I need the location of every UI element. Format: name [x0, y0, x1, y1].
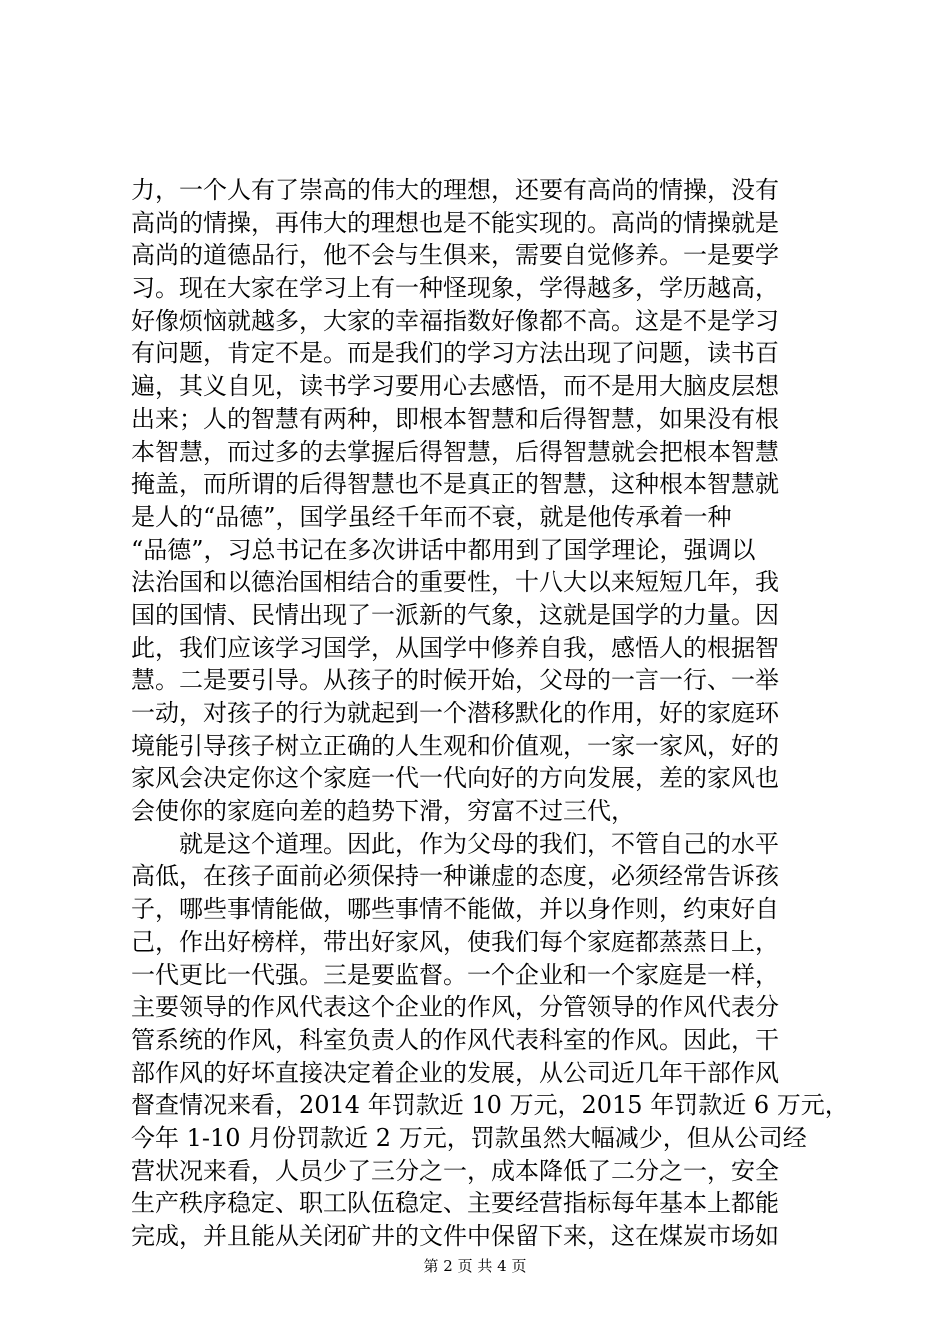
text-line: 营状况来看，人员少了三分之一，成本降低了二分之一，安全: [131, 1156, 779, 1185]
text-line: 子，哪些事情能做，哪些事情不能做，并以身作则，约束好自: [131, 895, 779, 924]
text-line: 高低，在孩子面前必须保持一种谦虚的态度，必须经常告诉孩: [131, 862, 779, 891]
text-line: 部作风的好坏直接决定着企业的发展，从公司近几年干部作风: [131, 1058, 779, 1087]
text-line: 生产秩序稳定、职工队伍稳定、主要经营指标每年基本上都能: [131, 1189, 779, 1218]
text-line: 一代更比一代强。三是要监督。一个企业和一个家庭是一样，: [131, 960, 779, 989]
text-line: 主要领导的作风代表这个企业的作风，分管领导的作风代表分: [131, 993, 779, 1022]
body-text: [131, 174, 849, 1253]
text-line: 遍，其义自见，读书学习要用心去感悟，而不是用大脑皮层想: [131, 372, 779, 401]
page-footer: 第 2 页 共 4 页: [423, 1257, 527, 1275]
text-line: 就是这个道理。因此，作为父母的我们，不管自己的水平: [131, 829, 779, 858]
text-line: 习。现在大家在学习上有一种怪现象，学得越多，学历越高，: [131, 274, 779, 303]
text-line: 掩盖，而所谓的后得智慧也不是真正的智慧，这种根本智慧就: [131, 470, 779, 499]
text-line: 慧。二是要引导。从孩子的时候开始，父母的一言一行、一举: [131, 666, 779, 695]
text-line: 高尚的情操，再伟大的理想也是不能实现的。高尚的情操就是: [131, 208, 779, 237]
text-line: 督查情况来看，2014 年罚款近 10 万元，2015 年罚款近 6 万元，: [131, 1091, 849, 1120]
text-line: 国的国情、民情出现了一派新的气象，这就是国学的力量。因: [131, 600, 779, 629]
text-line: 管系统的作风，科室负责人的作风代表科室的作风。因此，干: [131, 1025, 779, 1054]
text-line: 有问题，肯定不是。而是我们的学习方法出现了问题，读书百: [131, 339, 779, 368]
text-line: 会使你的家庭向差的趋势下滑，穷富不过三代，: [131, 797, 635, 826]
text-line: 高尚的道德品行，他不会与生俱来，需要自觉修养。一是要学: [131, 241, 779, 270]
text-line: 出来；人的智慧有两种，即根本智慧和后得智慧，如果没有根: [131, 404, 779, 433]
text-line: 境能引导孩子树立正确的人生观和价值观，一家一家风，好的: [131, 731, 779, 760]
text-line: 力，一个人有了崇高的伟大的理想，还要有高尚的情操，没有: [131, 176, 779, 204]
text-line: 家风会决定你这个家庭一代一代向好的方向发展，差的家风也: [131, 764, 779, 793]
text-line: 一动，对孩子的行为就起到一个潜移默化的作用，好的家庭环: [131, 699, 779, 727]
text-line: 此，我们应该学习国学，从国学中修养自我，感悟人的根据智: [131, 633, 779, 662]
text-line: 己，作出好榜样，带出好家风，使我们每个家庭都蒸蒸日上，: [131, 927, 779, 956]
text-line: 今年 1-10 月份罚款近 2 万元，罚款虽然大幅减少，但从公司经: [131, 1123, 807, 1152]
text-line: 本智慧，而过多的去掌握后得智慧，后得智慧就会把根本智慧: [131, 437, 779, 466]
text-line: 完成，并且能从关闭矿井的文件中保留下来，这在煤炭市场如: [131, 1222, 779, 1250]
text-line: 好像烦恼就越多，大家的幸福指数好像都不高。这是不是学习: [131, 306, 779, 335]
text-line: 法治国和以德治国相结合的重要性，十八大以来短短几年，我: [131, 568, 779, 597]
text-line: 是人的“品德”，国学虽经千年而不衰，就是他传承着一种: [131, 502, 732, 531]
text-line: “品德”，习总书记在多次讲话中都用到了国学理论，强调以: [131, 535, 756, 564]
